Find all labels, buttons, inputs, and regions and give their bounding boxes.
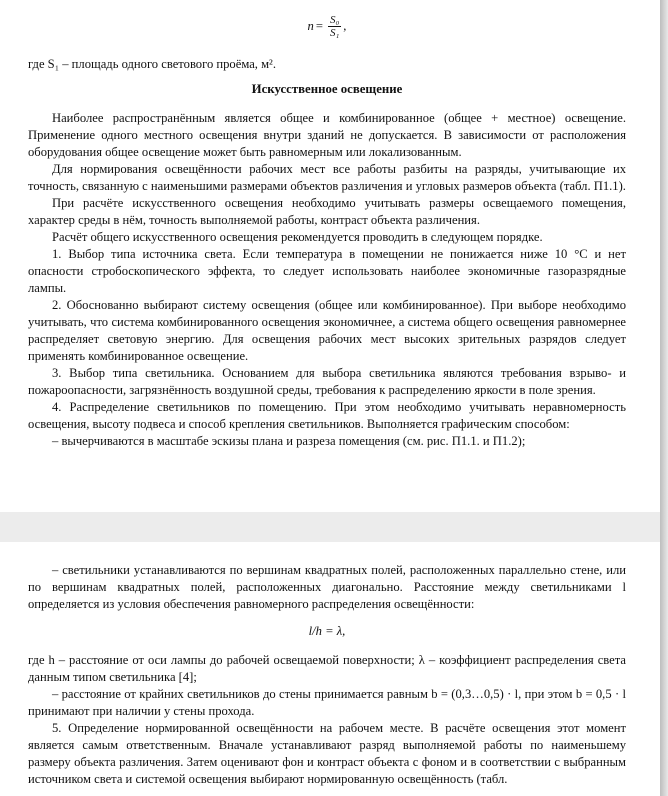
paragraph: При расчёте искусственного освещения необходимо учитывать размеры освещаемого помещения, характер среды в нём, точность выполняемой работы, контраст объекта различения. <box>28 196 626 227</box>
paragraph: 3. Выбор типа светильника. Основанием для выбора светильника являются требования взрыво- и пожароопасности, загрязнённость воздушной среды, требования к распределению яркости в поле зрения. <box>28 366 626 397</box>
page-separator <box>0 512 668 542</box>
paragraph: – светильники устанавливаются по вершинам квадратных полей, расположенных параллельно стене, или по вершинам квадратных полей, расположенных диагонально. Расстояние между светильниками l определяется из условия обеспечения равномерного распределения освещённости: <box>28 563 626 611</box>
paragraph: – вычерчиваются в масштабе эскизы плана и разреза помещения (см. рис. П1.1. и П1.2); <box>52 434 526 448</box>
paragraph: 4. Распределение светильников по помещению. При этом необходимо учитывать неравномерность освещения, высоту подвеса и способ крепления светильников. Выполняется графическим способом: <box>28 400 626 431</box>
formula-fraction <box>328 14 341 39</box>
paragraph: Расчёт общего искусственного освещения рекомендуется проводить в следующем порядке. <box>52 230 543 244</box>
formula-lhs: n <box>307 19 314 33</box>
paragraph: где h – расстояние от оси лампы до рабочей освещаемой поверхности; λ – коэффициент распределения света данным типом светильника [4]; <box>28 653 626 684</box>
formula-eq: = <box>315 19 323 33</box>
viewer-edge <box>660 0 668 796</box>
formula-numerator: S₀ <box>329 14 340 26</box>
formula-l-h: l/h = λ, <box>308 624 346 638</box>
formula-n <box>28 14 626 50</box>
paragraph: 1. Выбор типа источника света. Если температура в помещении не понижается ниже 10 °С и нет опасности стробоскопического эффекта, то следует использовать наиболее экономичные газоразрядные лампы. <box>28 247 626 295</box>
section-heading: Искусственное освещение <box>251 82 403 96</box>
formula-trail: , <box>343 19 347 33</box>
paragraph: 5. Определение нормированной освещённости на рабочем месте. В расчёте освещения этот момент является самым ответственным. Вначале устанавливают разряд выполняемой работы по наименьшему размеру объекта различения. Затем оценивают фон и контраст объекта с фоном и в соответствии с выбранным источником света и системой освещения выбирают нормированную освещённость (табл. <box>28 721 626 786</box>
formula-denominator: S₁ <box>329 27 340 39</box>
paragraph: – расстояние от крайних светильников до стены принимается равным b = (0,3…0,5) · l, при этом b = 0,5 · l принимают при наличии у стены прохода. <box>28 687 626 718</box>
paragraph: Наиболее распространённым является общее и комбинированное (общее + местное) освещение. Применение одного местного освещения внутри зданий не допускается. В зависимости от расположения оборудования общее освещение может быть равномерным или локализованным. <box>28 111 626 159</box>
where-line: где S₁ – площадь одного светового проёма, м². <box>28 57 276 71</box>
page-2 <box>0 542 660 796</box>
paragraph: Для нормирования освещённости рабочих мест все работы разбиты на разряды, учитывающие их точность, связанную с наименьшими размерами объектов различения и угловых размеров объекта (табл. П1.1). <box>28 162 626 193</box>
paragraph: 2. Обоснованно выбирают систему освещения (общее или комбинированное). При выборе необходимо учитывать, что система комбинированного освещения экономичнее, а система общего освещения равномернее распределяет световую энергию. Для освещения рабочих мест высоких зрительных разрядов следует применять комбинированное освещение. <box>28 298 626 363</box>
